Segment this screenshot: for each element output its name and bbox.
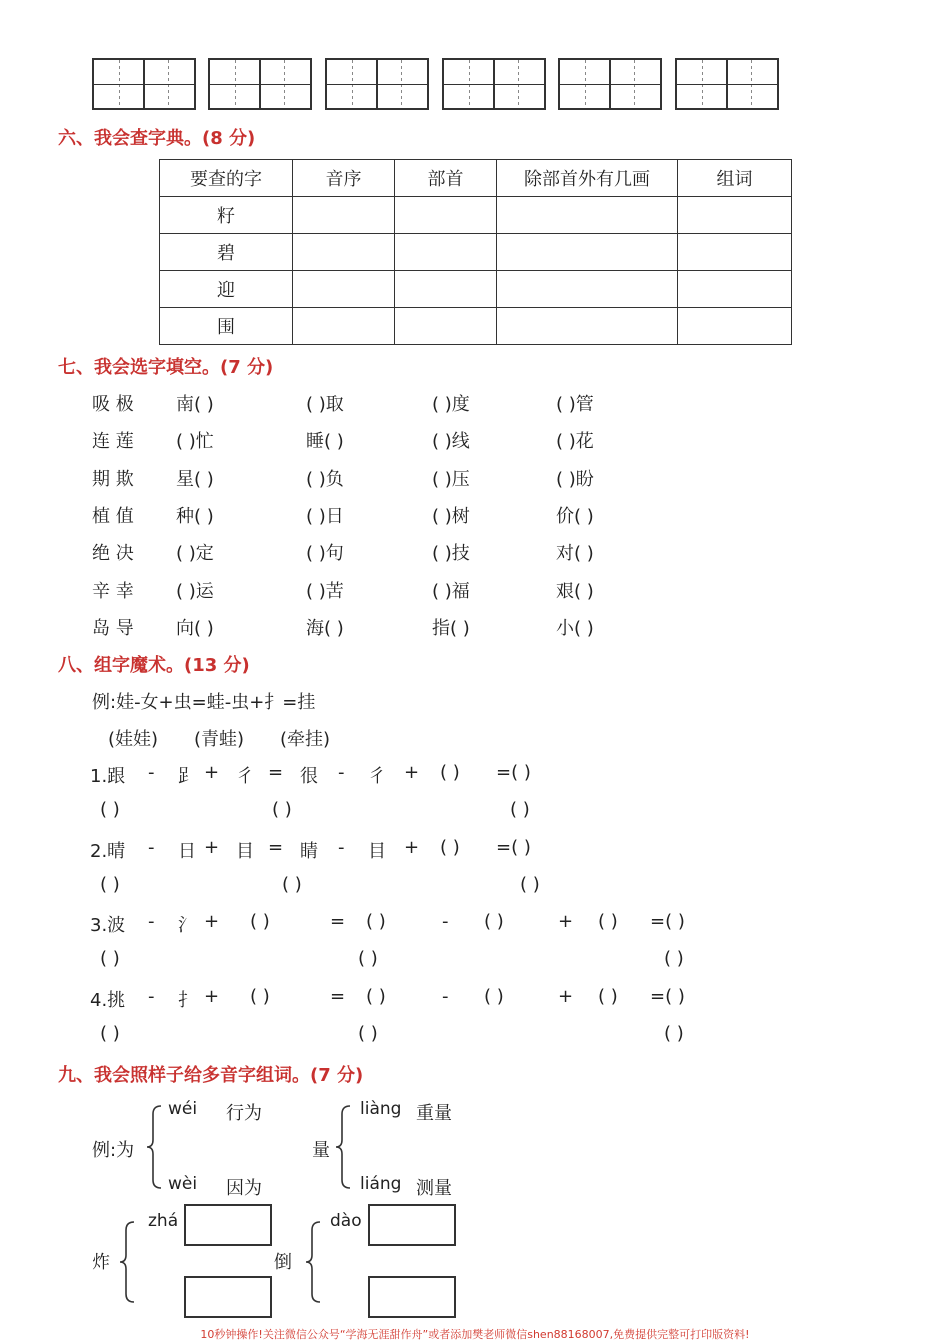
- writing-grid-6[interactable]: [675, 58, 779, 110]
- fill-blank[interactable]: 小( ): [556, 617, 594, 639]
- fill-blank[interactable]: ( )管: [556, 394, 594, 415]
- writing-grid-3[interactable]: [325, 58, 429, 110]
- choice-characters: 植 值: [92, 505, 134, 527]
- word-answer-blank[interactable]: ( ): [282, 874, 302, 895]
- formula-token: 彳: [368, 766, 386, 787]
- formula-token: 扌: [178, 990, 196, 1011]
- writing-grid-1[interactable]: [92, 58, 196, 110]
- pinyin-liang2: liáng: [360, 1174, 402, 1194]
- formula-token: -: [148, 762, 155, 783]
- table-char: 籽: [160, 197, 293, 234]
- word-answer-blank[interactable]: ( ): [664, 1023, 684, 1044]
- answer-box-zha-1[interactable]: [184, 1204, 272, 1246]
- formula-token: -: [148, 837, 155, 858]
- section-6-title: 六、我会查字典。(8 分): [58, 128, 256, 149]
- choice-characters: 期 欺: [92, 468, 134, 490]
- brace-icon: [118, 1220, 138, 1304]
- table-cell[interactable]: [497, 197, 678, 234]
- table-cell[interactable]: [395, 234, 497, 271]
- fill-blank[interactable]: ( )忙: [176, 431, 214, 453]
- example-word-1: (娃娃): [108, 729, 159, 750]
- section-7-title: 七、我会选字填空。(7 分): [58, 357, 274, 378]
- table-cell[interactable]: [293, 308, 395, 345]
- fill-blank[interactable]: ( )苦: [306, 580, 344, 602]
- word-answer-blank[interactable]: ( ): [358, 1023, 378, 1044]
- fill-blank[interactable]: 星( ): [176, 468, 214, 490]
- table-cell[interactable]: [678, 234, 792, 271]
- word-answer-blank[interactable]: ( ): [100, 799, 120, 820]
- formula-token: =: [330, 986, 346, 1007]
- formula-token: 彳: [236, 766, 254, 787]
- table-cell[interactable]: [678, 197, 792, 234]
- magic-question-label: 4.挑: [90, 990, 126, 1011]
- table-row: [160, 271, 792, 308]
- polyphone-dao: 倒: [274, 1252, 292, 1273]
- word-answer-blank[interactable]: ( ): [358, 948, 378, 969]
- fill-blank[interactable]: =( ): [650, 911, 685, 932]
- header-word: 组词: [678, 160, 792, 197]
- answer-box-zha-2[interactable]: [184, 1276, 272, 1318]
- fill-blank[interactable]: ( )盼: [556, 468, 594, 490]
- word-answer-blank[interactable]: ( ): [510, 799, 530, 820]
- fill-blank[interactable]: ( )技: [432, 543, 470, 565]
- brace-icon: [334, 1104, 354, 1190]
- choice-characters: 绝 决: [92, 543, 134, 565]
- fill-blank[interactable]: ( ): [366, 986, 386, 1007]
- choice-characters: 岛 导: [92, 617, 134, 639]
- word-wei2: 行为: [226, 1103, 262, 1124]
- magic-question-label: 3.波: [90, 915, 126, 936]
- choice-characters: 吸 极: [92, 394, 134, 415]
- example-word-3: (牵挂): [280, 729, 331, 750]
- fill-blank[interactable]: ( )线: [432, 431, 470, 453]
- formula-token: =: [330, 911, 346, 932]
- polyphone-example-label: 例:为: [92, 1140, 135, 1161]
- formula-token: -: [148, 911, 155, 932]
- fill-blank[interactable]: 南( ): [176, 394, 214, 415]
- table-cell[interactable]: [678, 271, 792, 308]
- table-cell[interactable]: [293, 197, 395, 234]
- fill-blank[interactable]: ( ): [484, 911, 504, 932]
- fill-blank[interactable]: ( )定: [176, 543, 214, 565]
- fill-blank[interactable]: ( )取: [306, 394, 344, 415]
- word-liang2: 测量: [416, 1178, 452, 1199]
- header-stroke-count: 除部首外有几画: [497, 160, 678, 197]
- header-radical: 部首: [395, 160, 497, 197]
- fill-blank[interactable]: ( )日: [306, 505, 344, 527]
- table-char: 围: [160, 308, 293, 345]
- polyphone-zha: 炸: [92, 1252, 110, 1273]
- word-answer-blank[interactable]: ( ): [100, 874, 120, 895]
- formula-token: +: [558, 911, 574, 932]
- fill-blank[interactable]: ( )福: [432, 580, 470, 602]
- formula-token: =: [268, 837, 284, 858]
- magic-example: 例:娃-女+虫=蛙-虫+扌=挂: [92, 692, 316, 713]
- formula-token: -: [338, 837, 345, 858]
- fill-blank[interactable]: 睡( ): [306, 431, 344, 453]
- fill-blank[interactable]: ( ): [598, 911, 618, 932]
- choice-characters: 连 莲: [92, 431, 134, 453]
- fill-blank[interactable]: =( ): [496, 837, 531, 858]
- fill-blank[interactable]: 海( ): [306, 617, 344, 639]
- formula-token: +: [204, 837, 220, 858]
- writing-grid-2[interactable]: [208, 58, 312, 110]
- formula-token: -: [338, 762, 345, 783]
- magic-question-label: 2.晴: [90, 841, 126, 862]
- formula-token: +: [204, 911, 220, 932]
- table-char: 迎: [160, 271, 293, 308]
- formula-token: 𧾷: [178, 766, 196, 787]
- word-wei4: 因为: [226, 1178, 262, 1199]
- formula-token: 很: [300, 766, 318, 787]
- table-cell[interactable]: [395, 308, 497, 345]
- table-cell[interactable]: [395, 197, 497, 234]
- table-char: 碧: [160, 234, 293, 271]
- polyphone-liang: 量: [312, 1140, 330, 1161]
- word-answer-blank[interactable]: ( ): [100, 1023, 120, 1044]
- table-cell[interactable]: [497, 271, 678, 308]
- pinyin-dao: dào: [330, 1211, 362, 1231]
- formula-token: 日: [178, 841, 196, 862]
- fill-blank[interactable]: ( ): [440, 762, 460, 783]
- brace-icon: [304, 1220, 324, 1304]
- fill-blank[interactable]: ( )句: [306, 543, 344, 565]
- fill-blank[interactable]: ( )度: [432, 394, 470, 415]
- table-cell[interactable]: [293, 271, 395, 308]
- formula-token: 目: [368, 841, 386, 862]
- formula-token: =: [268, 762, 284, 783]
- formula-token: -: [148, 986, 155, 1007]
- formula-token: -: [442, 986, 449, 1007]
- table-cell[interactable]: [293, 234, 395, 271]
- choice-characters: 辛 幸: [92, 580, 134, 602]
- answer-box-dao-2[interactable]: [368, 1276, 456, 1318]
- magic-question-label: 1.跟: [90, 766, 126, 787]
- footer-note: 10秒钟操作!关注微信公众号“学海无涯甜作舟”或者添加樊老师微信shen88168007,免费提供完整可打印版资料!: [200, 1328, 750, 1341]
- formula-token: 目: [236, 841, 254, 862]
- formula-token: -: [442, 911, 449, 932]
- fill-blank[interactable]: ( )花: [556, 431, 594, 453]
- section-9-title: 九、我会照样子给多音字组词。(7 分): [58, 1065, 364, 1086]
- fill-blank[interactable]: 指( ): [432, 617, 470, 639]
- fill-blank[interactable]: =( ): [496, 762, 531, 783]
- formula-token: +: [204, 986, 220, 1007]
- fill-blank[interactable]: 对( ): [556, 543, 594, 565]
- dictionary-table: [159, 159, 792, 345]
- header-phonetic-order: 音序: [293, 160, 395, 197]
- word-answer-blank[interactable]: ( ): [100, 948, 120, 969]
- example-word-2: (青蛙): [194, 729, 245, 750]
- table-row: [160, 197, 792, 234]
- fill-blank[interactable]: ( )树: [432, 505, 470, 527]
- table-cell[interactable]: [678, 308, 792, 345]
- fill-blank[interactable]: 价( ): [556, 505, 594, 527]
- table-cell[interactable]: [497, 308, 678, 345]
- pinyin-wei2: wéi: [168, 1099, 198, 1119]
- formula-token: +: [204, 762, 220, 783]
- word-liang4: 重量: [416, 1103, 452, 1124]
- fill-blank[interactable]: ( )负: [306, 468, 344, 490]
- answer-box-dao-1[interactable]: [368, 1204, 456, 1246]
- pinyin-liang4: liàng: [360, 1099, 402, 1119]
- fill-blank[interactable]: ( )运: [176, 580, 214, 602]
- word-answer-blank[interactable]: ( ): [664, 948, 684, 969]
- table-cell[interactable]: [395, 271, 497, 308]
- pinyin-zha: zhá: [148, 1211, 179, 1231]
- fill-blank[interactable]: ( ): [366, 911, 386, 932]
- word-answer-blank[interactable]: ( ): [272, 799, 292, 820]
- header-char: 要查的字: [160, 160, 293, 197]
- table-cell[interactable]: [497, 234, 678, 271]
- formula-token: +: [558, 986, 574, 1007]
- section-8-title: 八、组字魔术。(13 分): [58, 655, 250, 676]
- writing-grid-4[interactable]: [442, 58, 546, 110]
- table-row: [160, 234, 792, 271]
- table-header-row: [160, 160, 792, 197]
- fill-blank[interactable]: ( ): [484, 986, 504, 1007]
- fill-blank[interactable]: 向( ): [176, 617, 214, 639]
- brace-icon: [145, 1104, 165, 1190]
- fill-blank[interactable]: 艰( ): [556, 580, 594, 602]
- formula-token: 氵: [178, 915, 196, 936]
- fill-blank[interactable]: ( ): [598, 986, 618, 1007]
- word-answer-blank[interactable]: ( ): [520, 874, 540, 895]
- formula-token: +: [404, 837, 420, 858]
- formula-token: +: [404, 762, 420, 783]
- fill-blank[interactable]: 种( ): [176, 505, 214, 527]
- writing-grid-5[interactable]: [558, 58, 662, 110]
- fill-blank[interactable]: ( ): [440, 837, 460, 858]
- fill-blank[interactable]: ( ): [250, 986, 270, 1007]
- formula-token: 睛: [300, 841, 318, 862]
- pinyin-wei4: wèi: [168, 1174, 198, 1194]
- table-row: [160, 308, 792, 345]
- fill-blank[interactable]: =( ): [650, 986, 685, 1007]
- fill-blank[interactable]: ( )压: [432, 468, 470, 490]
- fill-blank[interactable]: ( ): [250, 911, 270, 932]
